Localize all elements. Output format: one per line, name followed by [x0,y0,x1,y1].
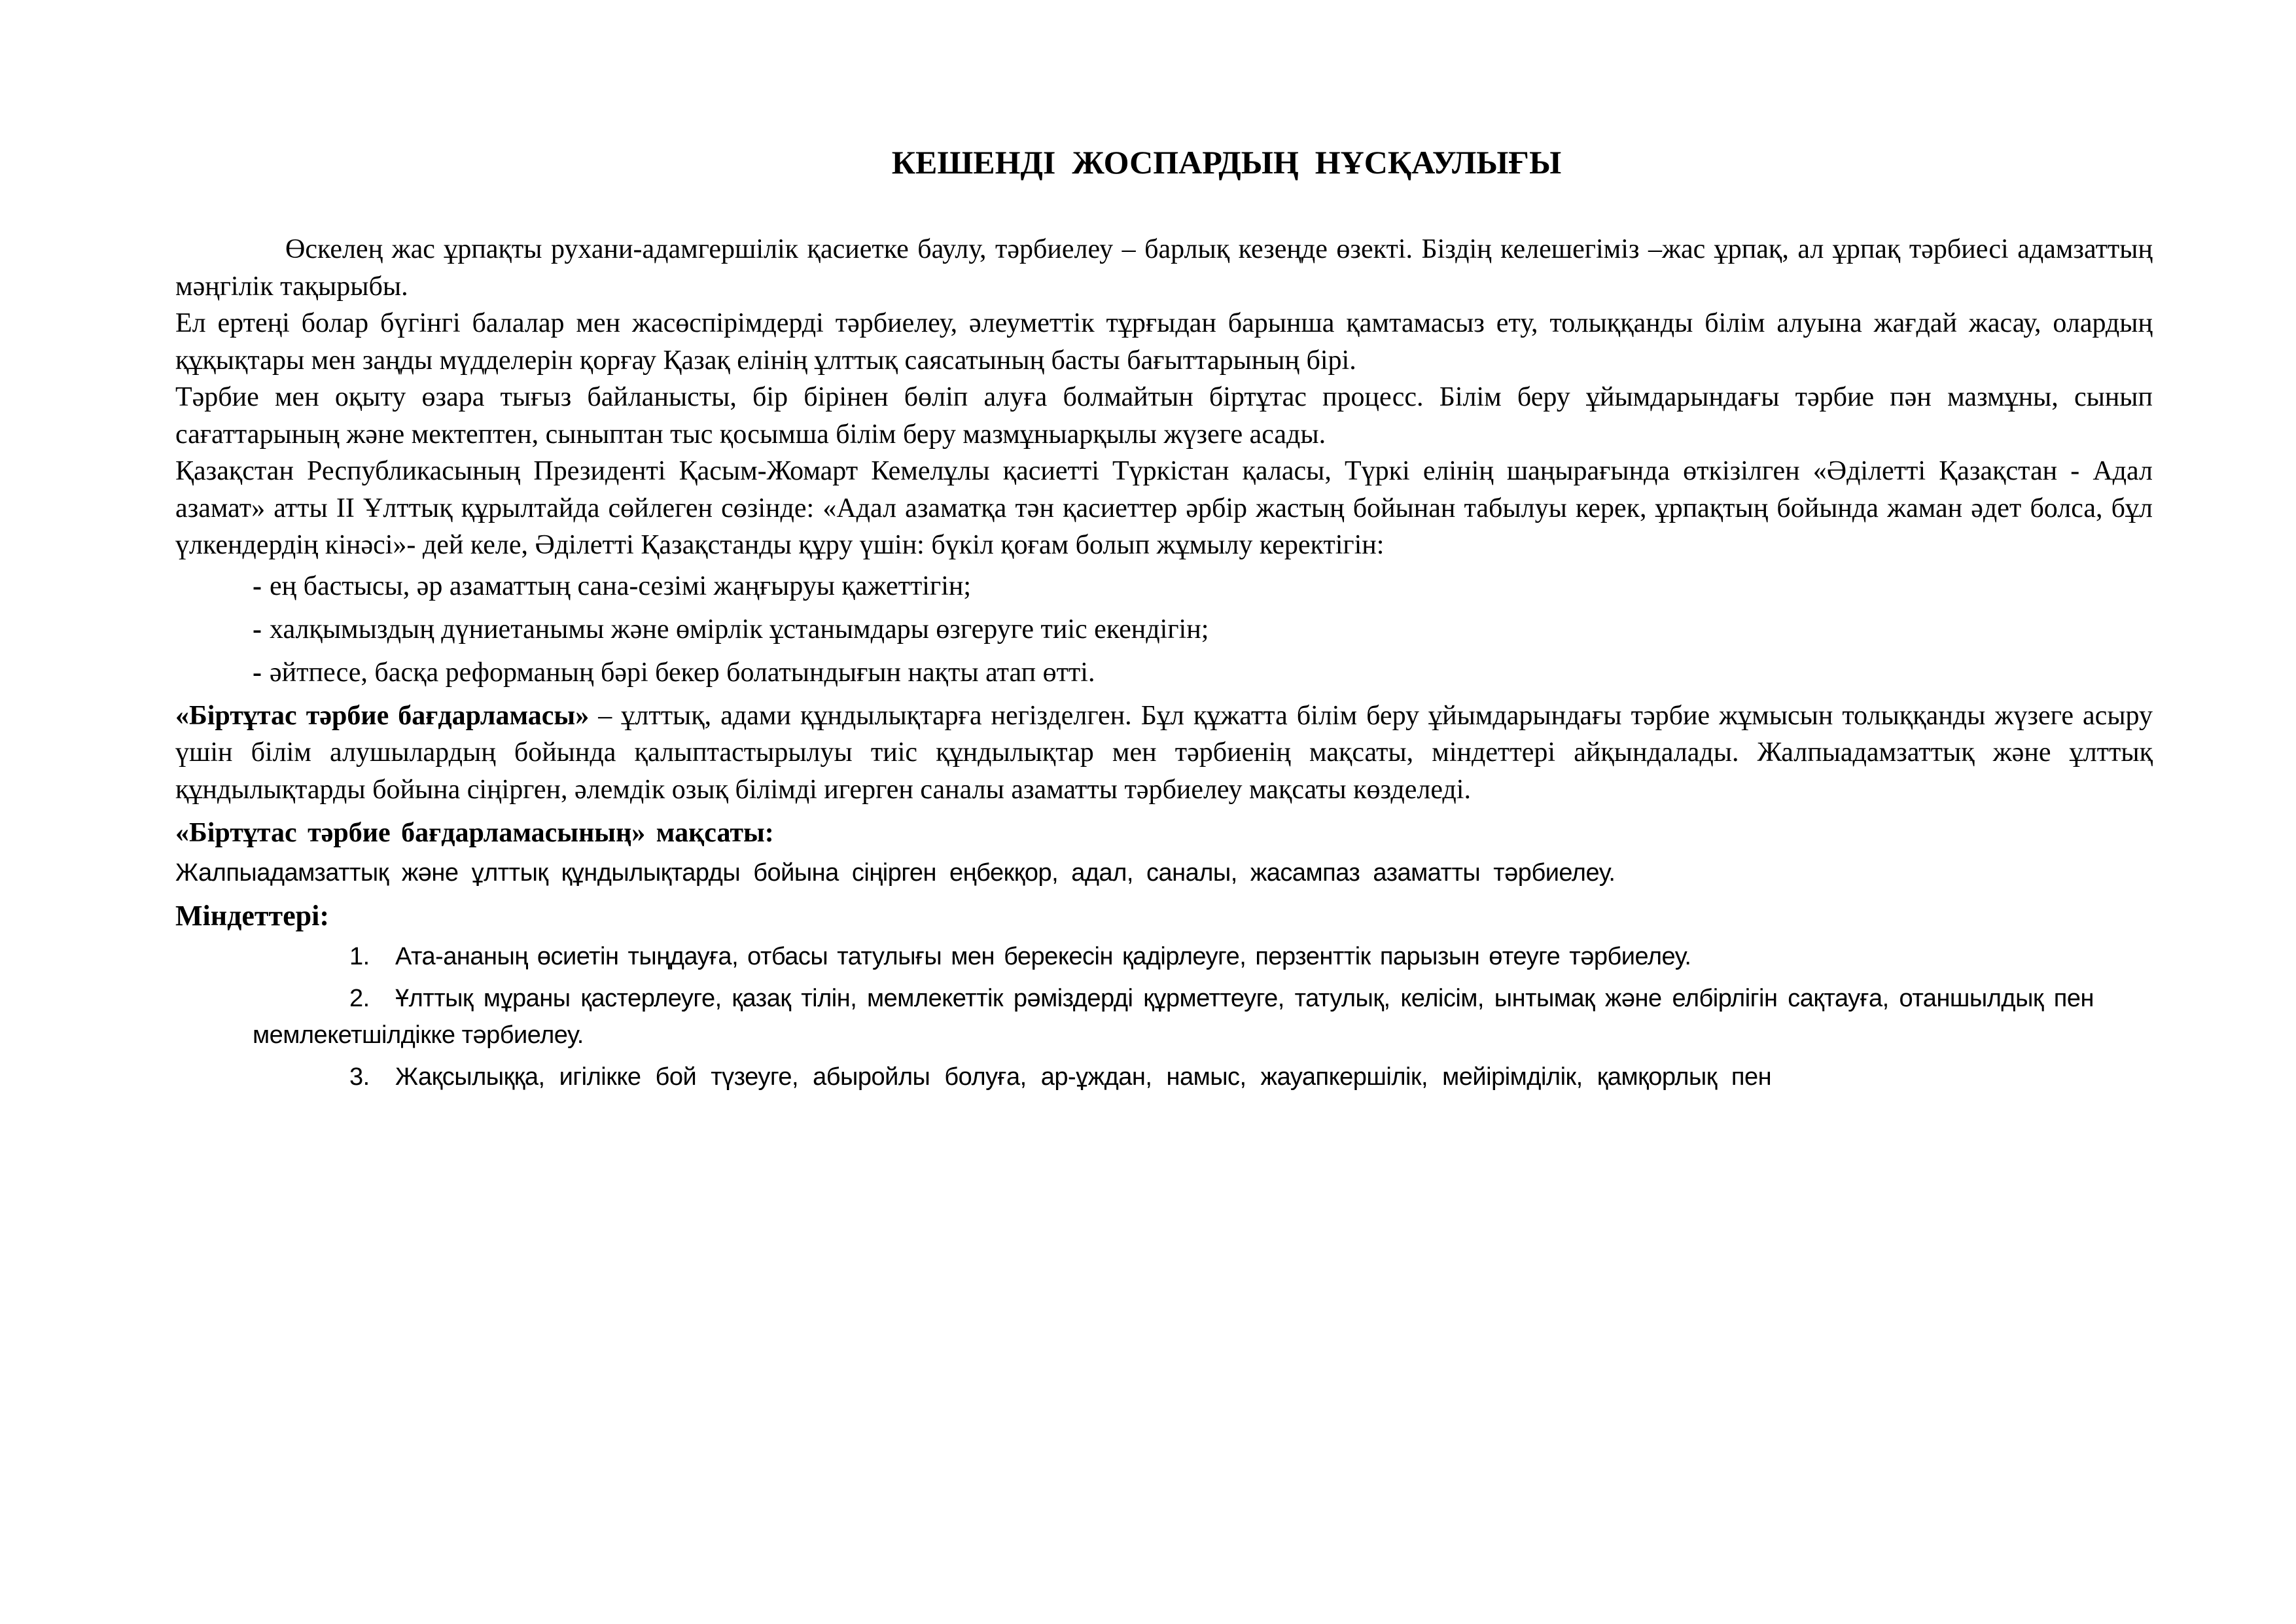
bullet-item [253,568,2153,605]
bullet-marker: - [253,657,262,688]
program-paragraph [175,697,2153,809]
task-number: 3. [349,1063,370,1091]
document-body [175,231,2153,1101]
task-text: Ұлттық мұраны қастерлеуге, қазақ тілін, мемлекеттік рәміздерді құрметтеуге, татулық, келісім, ынтымақ және елбірлігін сақтауға, отаншылдық пен мемлекетшілдікке тәрбиелеу. [253,985,2094,1049]
program-name: «Біртұтас тәрбие бағдарламасы» [175,700,590,731]
task-item [253,980,2094,1053]
paragraph: Өскелең жас ұрпақты рухани-адамгершілік қасиетке баулу, тәрбиелеу – барлық кезеңде өзекті. Біздің келешегіміз –жас ұрпақ, ал ұрпақ тәрбиесі адамзаттың мәңгілік тақырыбы. [175,234,2153,302]
program-text: – ұлттық, адами құндылықтарға негізделген. Бұл құжатта білім беру ұйымдарындағы тәрбие жұмысын толыққанды жүзеге асыру үшін білім алушылардың бойында қалыптастырылуы тиіс құндылықтар мен тәрбиенің мақсаты, міндеттері айқындалады. Жалпыадамзаттық және ұлттық құндылықтарды бойына сіңірген, әлемдік озық білімді игерген саналы азаматты тәрбиелеу мақсаты көзделеді. [175,700,2153,805]
task-text: Жақсылыққа, игілікке бой түзеуге, абыройлы болуға, ар-ұждан, намыс, жауапкершілік, мейірімділік, қамқорлық пен [395,1063,1772,1091]
paragraph: Тәрбие мен оқыту өзара тығыз байланысты, бір бірінен бөліп алуға болмайтын біртұтас процесс. Білім беру ұйымдарындағы тәрбие пән мазмұны, сынып сағаттарының және мектептен, сыныптан тыс қосымша білім беру мазмұныарқылы жүзеге асады. [175,382,2153,450]
bullet-marker: - [253,571,262,601]
paragraph: Қазақстан Республикасының Президенті Қасым-Жомарт Кемелұлы қасиетті Түркістан қаласы, Түркі елінің шаңырағында өткізілген «Әділетті Қазақстан - Адал азамат» атты II Ұлттық құрылтайда сөйлеген сөзінде: «Адал азаматқа тән қасиеттер әрбір жастың бойынан табылуы керек, ұрпақтың бойында жаман әдет болса, бұл үлкендердің кінәсі»- дей келе, Әділетті Қазақстанды құру үшін: бүкіл қоғам болып жұмылу керектігін: [175,456,2153,560]
bullet-text: әйтпесе, басқа реформаның бәрі бекер болатындығын нақты атап өтті. [270,657,1095,688]
aim-text: Жалпыадамзаттық және ұлттық құндылықтарды бойына сіңірген еңбекқор, адал, саналы, жасампаз азаматты тәрбиелеу. [175,858,1616,887]
tasks-list [175,938,2153,1095]
tasks-heading: Міндеттері: [175,900,329,932]
task-item [175,938,2153,975]
task-number: 1. [349,943,370,970]
document-title: КЕШЕНДІ ЖОСПАРДЫҢ НҰСҚАУЛЫҒЫ [891,144,1562,181]
aim-heading: «Біртұтас тәрбие бағдарламасының» мақсаты: [175,818,774,848]
paragraph: Ел ертеңі болар бүгінгі балалар мен жасөспірімдерді тәрбиелеу, әлеуметтік тұрғыдан барынша қамтамасыз ету, толыққанды білім алуына жағдай жасау, олардың құқықтары мен заңды мүдделерін қорғау Қазақ елінің ұлттық саясатының басты бағыттарының бірі. [175,308,2153,376]
bullet-text: халқымыздың дүниетанымы және өмірлік ұстанымдары өзгеруге тиіс екендігін; [270,614,1209,644]
bullet-item [253,611,2153,648]
bullet-text: ең бастысы, әр азаматтың сана-сезімі жаңғыруы қажеттігін; [270,571,972,601]
task-text: Ата-ананың өсиетін тыңдауға, отбасы татулығы мен берекесін қадірлеуге, перзенттік парызын өтеуге тәрбиелеу. [395,943,1691,970]
bullet-marker: - [253,614,262,644]
bullet-list [175,568,2153,691]
task-number: 2. [349,985,370,1012]
bullet-item [253,654,2153,691]
task-item [175,1059,2153,1095]
